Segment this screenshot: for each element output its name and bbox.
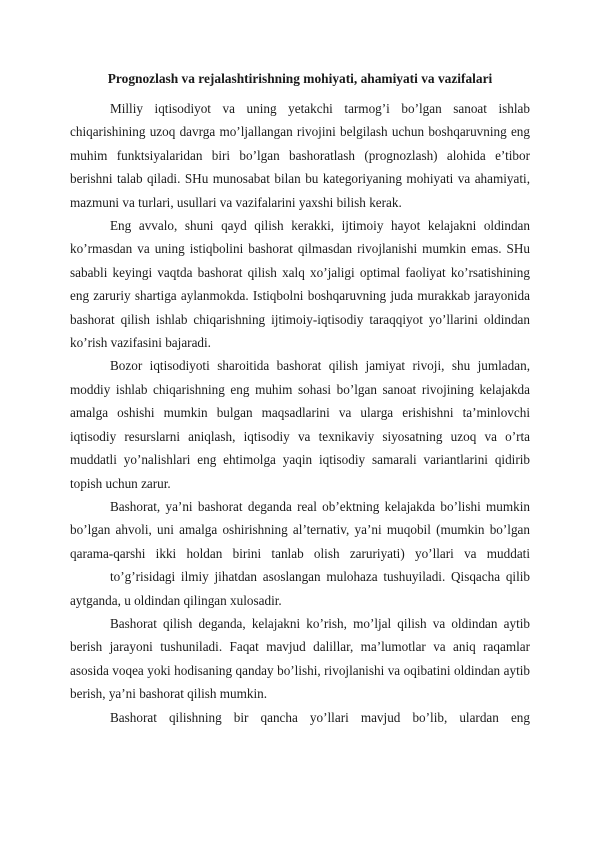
paragraph-4: Bashorat, ya’ni bashorat deganda real ob’ektning kelajakda bo’lishi mumkin bo’lgan ahvoli, uni amalga oshirishning al’ternativ, ya’ni muqobil (mumkin bo’lgan qarama-qarshi ikki holdan birini tanlab olish zaruriyati) yo’llari va muddati [70, 498, 530, 561]
document-title: Prognozlash va rejalashtirishning mohiyati, ahamiyati va vazifalari [107, 71, 493, 86]
paragraph-5: to’g’risidagi ilmiy jihatdan asoslangan mulohaza tushuyiladi. Qisqacha qilib aytganda, u oldindan qilingan xulosadir. [70, 569, 530, 608]
paragraph-7: Bashorat qilishning bir qancha yo’llari mavjud bo’lib, ulardan eng [110, 709, 530, 725]
paragraph-3: Bozor iqtisodiyoti sharoitida bashorat qilish jamiyat rivoji, shu jumladan, moddiy ishlab chiqarishning eng muhim sohasi bo’lgan sanoat rivojining kelajakda amalga oshishi mumkin bulgan maqsadlarini va ularga erishishni ta’minlovchi iqtisodiy resurslarni aniqlash, iqtisodiy va texnikaviy siyosatning uzoq va o’rta muddatli yo’nalishlari eng ehtimolga yaqin iqtisodiy samarali variantlarini qidirib topish uchun zarur. [70, 358, 530, 491]
paragraph-1: Milliy iqtisodiyot va uning yetakchi tarmog’i bo’lgan sanoat ishlab chiqarishining uzoq davrga mo’ljallangan rivojini belgilash uchun boshqaruvning eng muhim funktsiyalaridan biri bo’lgan bashoratlash (prognozlash) alohida e’tibor berishni talab qiladi. SHu munosabat bilan bu kategoriyaning mohiyati va ahamiyati, mazmuni va turlari, usullari va vazifalarini yaxshi bilish kerak. [70, 101, 530, 210]
paragraph-2: Eng avvalo, shuni qayd qilish kerakki, ijtimoiy hayot kelajakni oldindan ko’rmasdan va uning istiqbolini bashorat qilmasdan rivojlanishi mumkin emas. SHu sababli keyingi vaqtda bashorat qilish xalq xo’jaligi optimal faoliyat ko’rsatishining eng zaruriy shartiga aylanmokda. Istiqbolni boshqaruvning juda murakkab jarayonida bashorat qilish ishlab chiqarishning ijtimoiy-iqtisodiy taraqqiyot yo’llarini oldindan ko’rish vazifasini bajaradi. [70, 218, 530, 351]
paragraph-6: Bashorat qilish deganda, kelajakni ko’rish, mo’ljal qilish va oldindan aytib berish jarayoni tushuniladi. Faqat mavjud dalillar, ma’lumotlar va aniq raqamlar asosida voqea yoki hodisaning qanday bo’lishi, rivojlanishi va oqibatini oldindan aytib berish, ya’ni bashorat qilish mumkin. [70, 615, 530, 702]
